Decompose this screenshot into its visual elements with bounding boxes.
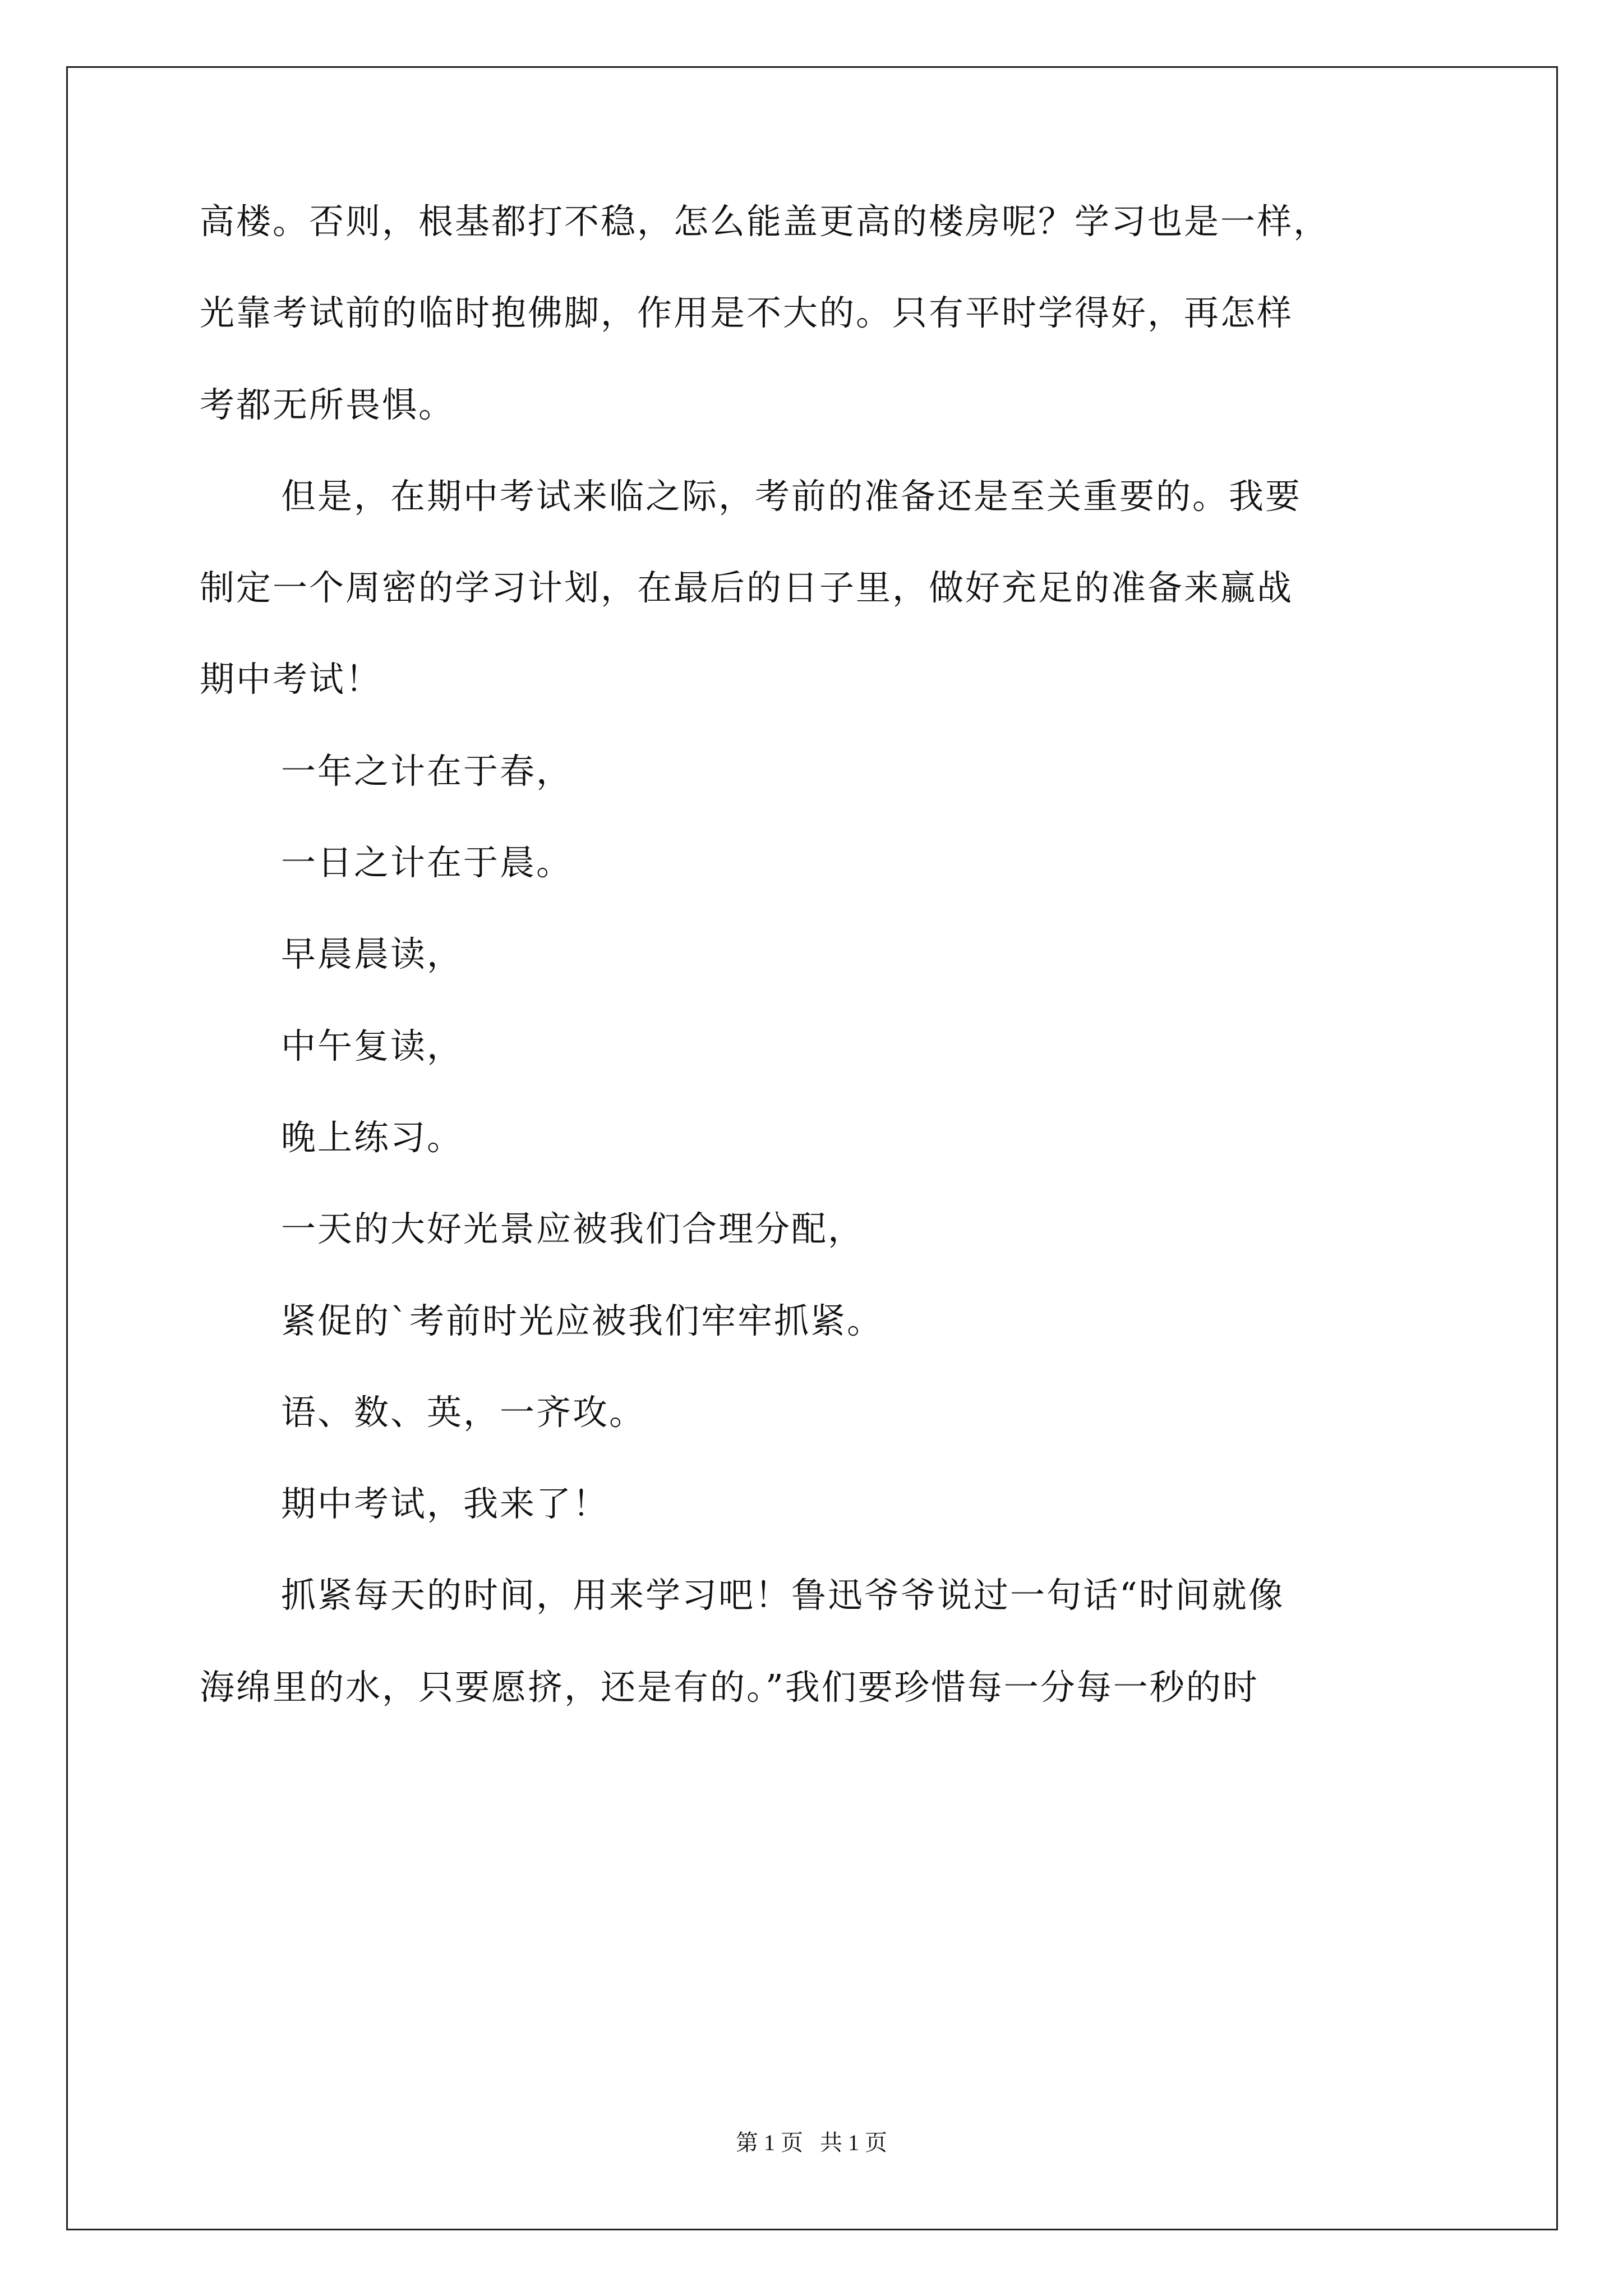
paragraph-line: 中午复读， bbox=[281, 1025, 464, 1066]
paragraph-line: 考都无所畏惧。 bbox=[200, 384, 455, 425]
paragraph-line: 紧促的`考前时光应被我们牢牢抓紧。 bbox=[281, 1300, 884, 1341]
page-number-footer: 第 1 页 共 1 页 bbox=[736, 2130, 887, 2155]
paragraph-line: 海绵里的水，只要愿挤，还是有的。”我们要珍惜每一分每一秒的时 bbox=[200, 1666, 1259, 1708]
paragraph-line: 光靠考试前的临时抱佛脚，作用是不大的。只有平时学得好，再怎样 bbox=[200, 292, 1294, 334]
paragraph-line: 制定一个周密的学习计划，在最后的日子里，做好充足的准备来赢战 bbox=[200, 567, 1294, 609]
paragraph-line: 期中考试，我来了！ bbox=[281, 1483, 610, 1525]
document-body bbox=[200, 201, 1433, 1761]
paragraph-line: 早晨晨读， bbox=[281, 933, 464, 975]
paragraph-line: 但是，在期中考试来临之际，考前的准备还是至关重要的。我要 bbox=[281, 475, 1302, 517]
paragraph-line: 一日之计在于晨。 bbox=[281, 842, 573, 884]
paragraph-line: 期中考试！ bbox=[200, 659, 382, 700]
paragraph-line: 语、数、英，一齐攻。 bbox=[281, 1391, 646, 1433]
paragraph-line: 高楼。否则，根基都打不稳，怎么能盖更高的楼房呢？学习也是一样， bbox=[200, 201, 1330, 242]
paragraph-line: 一年之计在于春， bbox=[281, 750, 573, 792]
paragraph-line: 抓紧每天的时间，用来学习吧！鲁迅爷爷说过一句话“时间就像 bbox=[281, 1575, 1285, 1616]
paragraph-line: 一天的大好光景应被我们合理分配， bbox=[281, 1208, 865, 1250]
paragraph-line: 晚上练习。 bbox=[281, 1116, 464, 1158]
